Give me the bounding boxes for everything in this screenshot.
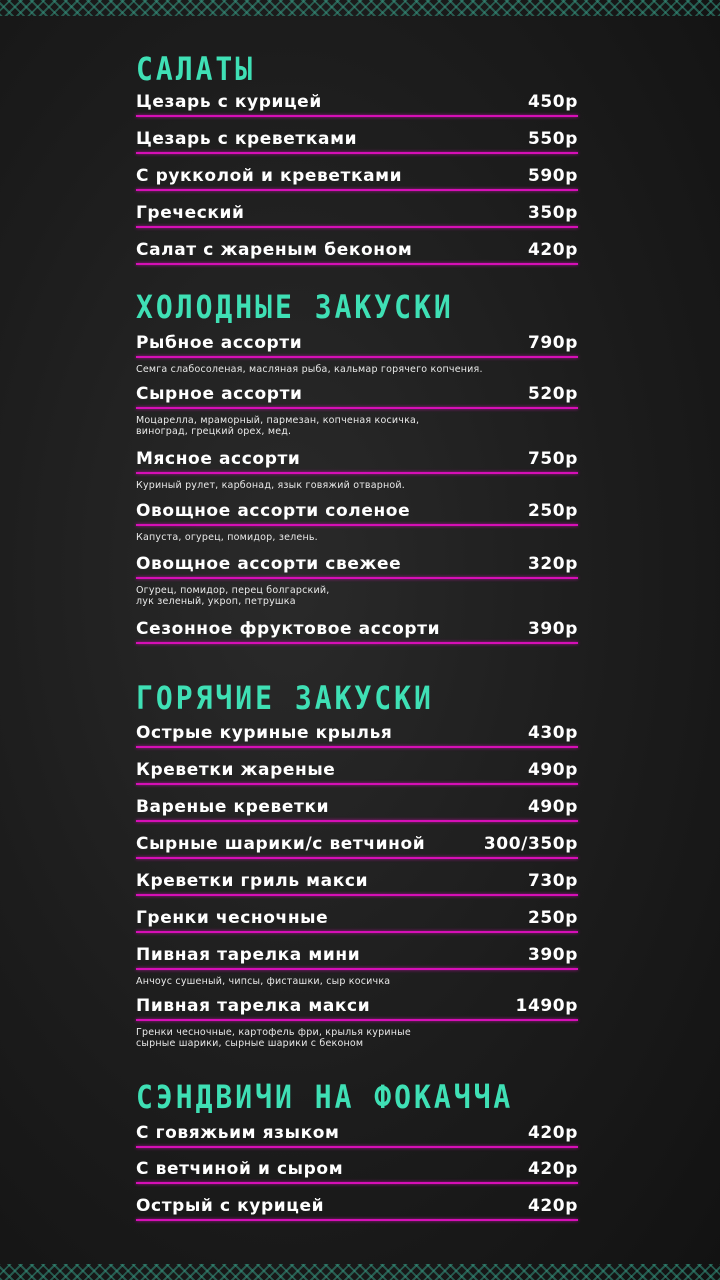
item-name: Салат с жареным беконом [136, 240, 413, 260]
item-name: Мясное ассорти [136, 449, 301, 469]
menu-item [136, 384, 578, 437]
item-price: 520р [527, 384, 578, 404]
section-title-salads: САЛАТЫ [136, 50, 256, 88]
menu-item [136, 760, 578, 785]
item-price: 490р [527, 760, 578, 780]
item-divider [136, 857, 578, 859]
menu-item [136, 619, 578, 644]
item-name: Пивная тарелка мини [136, 945, 361, 965]
item-price: 590р [527, 166, 578, 186]
item-price: 550р [527, 129, 578, 149]
item-price: 320р [527, 554, 578, 574]
description-line: Капуста, огурец, помидор, зелень. [136, 532, 318, 543]
item-divider [136, 783, 578, 785]
item-divider [136, 1182, 578, 1184]
item-description [136, 585, 578, 607]
item-name: С говяжьим языком [136, 1123, 340, 1143]
item-name: С ветчиной и сыром [136, 1159, 344, 1179]
item-divider [136, 1146, 578, 1148]
item-divider [136, 820, 578, 822]
item-name: Овощное ассорти соленое [136, 501, 411, 521]
item-divider [136, 577, 578, 579]
menu-item [136, 1196, 578, 1221]
item-divider [136, 524, 578, 526]
description-line: сырные шарики, сырные шарики с беконом [136, 1038, 364, 1049]
item-name: Цезарь с креветками [136, 129, 358, 149]
item-divider [136, 1019, 578, 1021]
menu-item [136, 1159, 578, 1184]
item-divider [136, 115, 578, 117]
item-divider [136, 226, 578, 228]
menu-item [136, 996, 578, 1049]
item-divider [136, 152, 578, 154]
menu-item [136, 166, 578, 191]
item-price: 450р [527, 92, 578, 112]
item-name: Гренки чесночные [136, 908, 329, 928]
item-divider [136, 407, 578, 409]
item-divider [136, 189, 578, 191]
item-divider [136, 894, 578, 896]
menu-item [136, 1123, 578, 1148]
description-line: виноград, грецкий орех, мед. [136, 426, 292, 437]
menu-item [136, 871, 578, 896]
item-price: 300/350р [483, 834, 578, 854]
item-name: Острые куриные крылья [136, 723, 393, 743]
menu-item [136, 203, 578, 228]
item-name: Цезарь с курицей [136, 92, 322, 112]
item-price: 750р [527, 449, 578, 469]
item-name: Креветки гриль макси [136, 871, 369, 891]
menu-item [136, 449, 578, 491]
menu-item [136, 723, 578, 748]
menu-item [136, 129, 578, 154]
item-price: 730р [527, 871, 578, 891]
item-divider [136, 472, 578, 474]
item-price: 420р [527, 1159, 578, 1179]
item-price: 250р [527, 501, 578, 521]
description-line: Огурец, помидор, перец болгарский, [136, 585, 330, 596]
item-price: 420р [527, 1196, 578, 1216]
item-divider [136, 746, 578, 748]
item-description [136, 976, 578, 987]
item-divider [136, 356, 578, 358]
item-price: 420р [527, 240, 578, 260]
item-divider [136, 931, 578, 933]
item-price: 790р [527, 333, 578, 353]
item-divider [136, 968, 578, 970]
item-divider [136, 1219, 578, 1221]
description-line: Моцарелла, мраморный, пармезан, копченая косичка, [136, 415, 420, 426]
item-description [136, 364, 578, 375]
menu-item [136, 92, 578, 117]
item-price: 420р [527, 1123, 578, 1143]
item-description [136, 480, 578, 491]
item-description [136, 1027, 578, 1049]
item-name: Сырные шарики/с ветчиной [136, 834, 426, 854]
item-name: Греческий [136, 203, 245, 223]
item-price: 350р [527, 203, 578, 223]
item-name: Острый с курицей [136, 1196, 325, 1216]
item-name: Вареные креветки [136, 797, 330, 817]
item-name: Креветки жареные [136, 760, 336, 780]
menu-item [136, 908, 578, 933]
item-name: Рыбное ассорти [136, 333, 303, 353]
item-divider [136, 263, 578, 265]
section-title-cold-appetizers: ХОЛОДНЫЕ ЗАКУСКИ [136, 288, 454, 326]
item-name: Овощное ассорти свежее [136, 554, 402, 574]
section-title-focaccia-sandwiches: СЭНДВИЧИ НА ФОКАЧЧА [136, 1078, 514, 1116]
menu-item [136, 554, 578, 607]
item-name: Сезонное фруктовое ассорти [136, 619, 441, 639]
description-line: Куриный рулет, карбонад, язык говяжий отварной. [136, 480, 406, 491]
item-name: Сырное ассорти [136, 384, 303, 404]
menu-item [136, 797, 578, 822]
description-line: лук зеленый, укроп, петрушка [136, 596, 296, 607]
item-price: 390р [527, 945, 578, 965]
menu-item [136, 501, 578, 543]
menu-item [136, 333, 578, 375]
item-description [136, 415, 578, 437]
item-description [136, 532, 578, 543]
menu-item [136, 945, 578, 987]
item-price: 390р [527, 619, 578, 639]
section-title-hot-appetizers: ГОРЯЧИЕ ЗАКУСКИ [136, 679, 434, 717]
item-price: 430р [527, 723, 578, 743]
menu-item [136, 240, 578, 265]
item-price: 1490р [515, 996, 578, 1016]
description-line: Семга слабосоленая, масляная рыба, кальмар горячего копчения. [136, 364, 483, 375]
description-line: Анчоус сушеный, чипсы, фисташки, сыр косичка [136, 976, 391, 987]
item-name: Пивная тарелка макси [136, 996, 371, 1016]
description-line: Гренки чесночные, картофель фри, крылья куриные [136, 1027, 411, 1038]
item-price: 250р [527, 908, 578, 928]
item-divider [136, 642, 578, 644]
menu-item [136, 834, 578, 859]
item-name: С рукколой и креветками [136, 166, 403, 186]
item-price: 490р [527, 797, 578, 817]
